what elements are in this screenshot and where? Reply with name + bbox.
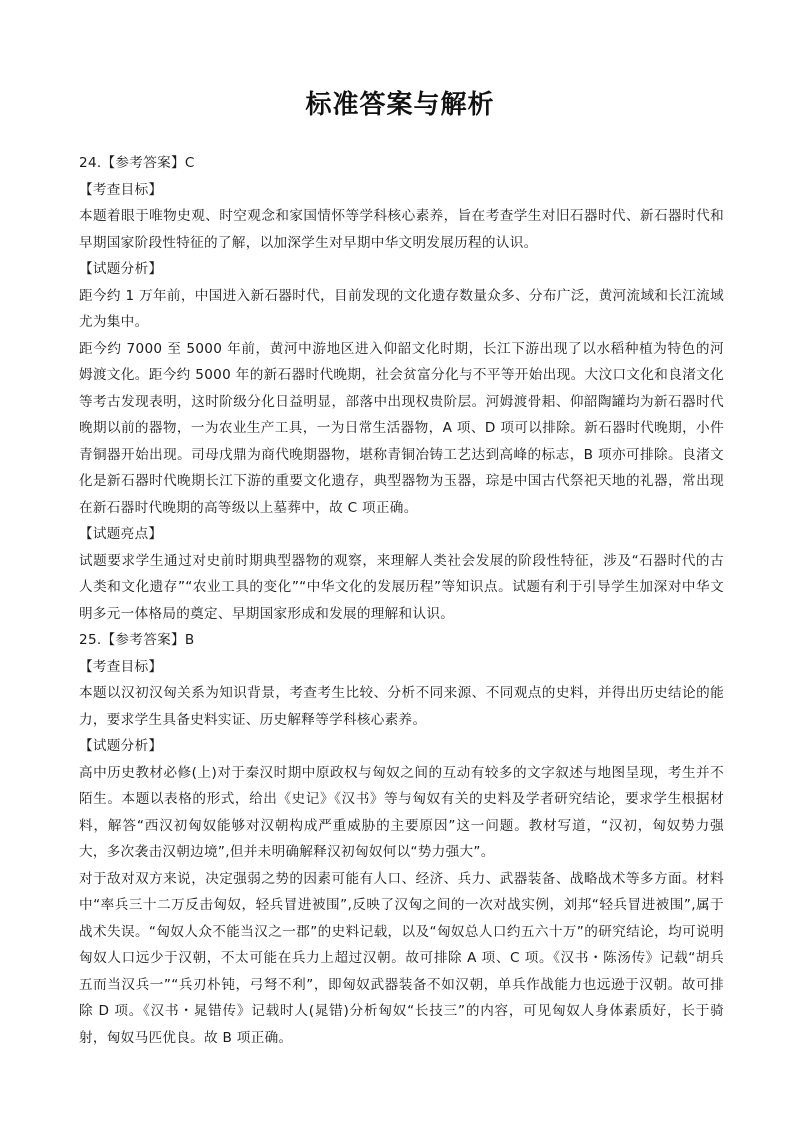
q24-highlight-heading: 【试题亮点】 (79, 526, 163, 542)
page-title: 标准答案与解析 (305, 90, 495, 120)
question-24-section (79, 150, 724, 627)
question-25-section (79, 627, 724, 1051)
q24-highlight-text: 试题要求学生通过对史前时期典型器物的观察，来理解人类社会发展的阶段性特征，涉及“石器时代的古人类和文化遗存”“农业工具的变化”“中华文化的发展历程”等知识点。试题有利于引导学生加深对中华文明多元一体格局的奠定、早期国家形成和发展的理解和认识。 (79, 552, 724, 622)
q25-analysis-paragraph-2: 对于敌对双方来说，决定强弱之势的因素可能有人口、经济、兵力、武器装备、战略战术等多方面。材料中“率兵三十二万反击匈奴，轻兵冒进被围”,反映了汉匈之间的一次对战实例，刘邦“轻兵冒进被围”,属于战术失误。“匈奴人众不能当汉之一郡”的史料记载，以及“匈奴总人口约五六十万”的研究结论，均可说明匈奴人口远少于汉朝，不太可能在兵力上超过汉朝。故可排除 A 项、C 项。《汉书・陈汤传》记载“胡兵五而当汉兵一”“兵刃朴钝，弓弩不利”，即匈奴武器装备不如汉朝，单兵作战能力也远逊于汉朝。故可排除 D 项。《汉书・晁错传》记载时人(晁错)分析匈奴“长技三”的内容，可见匈奴人身体素质好，长于骑射，匈奴马匹优良。故 B 项正确。 (79, 870, 724, 1046)
q24-goal-text: 本题着眼于唯物史观、时空观念和家国情怀等学科核心素养，旨在考查学生对旧石器时代、新石器时代和早期国家阶段性特征的了解，以加深学生对早期中华文明发展历程的认识。 (79, 208, 724, 251)
answer-content (79, 150, 724, 1051)
q24-analysis-paragraph-1: 距今约 1 万年前，中国进入新石器时代，目前发现的文化遗存数量众多、分布广泛，黄河流域和长江流域尤为集中。 (79, 287, 724, 330)
q25-goal-heading: 【考查目标】 (79, 658, 163, 675)
q24-analysis-heading: 【试题分析】 (79, 261, 163, 277)
q25-answer: 25.【参考答案】B (79, 632, 195, 648)
q25-goal-text: 本题以汉初汉匈关系为知识背景，考查考生比较、分析不同来源、不同观点的史料，并得出历史结论的能力，要求学生具备史料实证、历史解释等学科核心素养。 (79, 685, 724, 728)
q25-analysis-paragraph-1: 高中历史教材必修(上)对于秦汉时期中原政权与匈奴之间的互动有较多的文字叙述与地图呈现，考生并不陌生。本题以表格的形式，给出《史记》《汉书》等与匈奴有关的史料及学者研究结论，要求学生根据材料，解答“西汉初匈奴能够对汉朝构成严重威胁的主要原因”这一问题。教材写道，“汉初，匈奴势力强大，多次袭击汉朝边境”,但并未明确解释汉初匈奴何以“势力强大”。 (79, 764, 724, 860)
q24-analysis-paragraph-2: 距今约 7000 至 5000 年前，黄河中游地区进入仰韶文化时期，长江下游出现了以水稻种植为特色的河姆渡文化。距今约 5000 年的新石器时代晚期，社会贫富分化与不平等开始出现。大汶口文化和良渚文化等考古发现表明，这时阶级分化日益明显，部落中出现权贵阶层。河姆渡骨耜、仰韶陶罐均为新石器时代晚期以前的器物，一为农业生产工具，一为日常生活器物，A 项、D 项可以排除。新石器时代晚期，小件青铜器开始出现。司母戊鼎为商代晚期器物，堪称青铜冶铸工艺达到高峰的标志，B 项亦可排除。良渚文化是新石器时代晚期长江下游的重要文化遗存，典型器物为玉器，琮是中国古代祭祀天地的礼器，常出现在新石器时代晚期的高等级以上墓葬中，故 C 项正确。 (79, 340, 724, 516)
q25-analysis-heading: 【试题分析】 (79, 738, 163, 754)
q24-goal-heading: 【考查目标】 (79, 181, 163, 198)
q24-answer: 24.【参考答案】C (79, 155, 195, 171)
